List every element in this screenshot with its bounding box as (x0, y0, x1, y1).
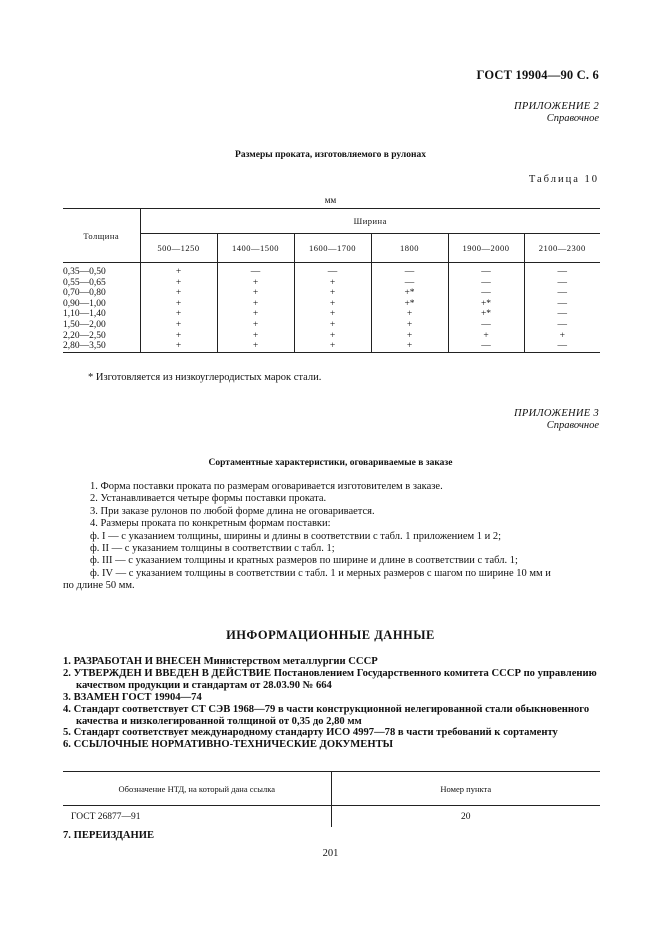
availability-cell: — (371, 278, 448, 289)
availability-cell: + (140, 299, 217, 310)
thickness-cell: 2,80—3,50 (63, 341, 140, 352)
availability-cell: — (524, 278, 600, 289)
info-item: 4. Стандарт соответствует СТ СЭВ 1968—79 в части конструкционной нелегированной стали обыкновенного качества и низколегированной толщиной от 0,35 до 2,80 мм (63, 703, 590, 727)
ref-doc-cell: ГОСТ 26877—91 (71, 811, 141, 822)
section-title-order: Сортаментные характеристики, оговариваемые в заказе (208, 458, 453, 468)
width-column-header: 1900—2000 (448, 234, 524, 263)
availability-cell: + (140, 309, 217, 320)
table-row (63, 320, 600, 331)
availability-cell: + (140, 263, 217, 278)
info-item: 6. ССЫЛОЧНЫЕ НОРМАТИВНО-ТЕХНИЧЕСКИЕ ДОКУМЕНТЫ (63, 739, 394, 751)
page-number: 201 (322, 848, 339, 859)
availability-cell: — (524, 320, 600, 331)
info-item: 2. УТВЕРЖДЕН И ВВЕДЕН В ДЕЙСТВИЕ Постановлением Государственного комитета СССР по управлению качеством продукции и стандартам от 28.03.90 № 664 (63, 667, 597, 691)
availability-cell: + (217, 309, 294, 320)
width-column-header: 1800 (371, 234, 448, 263)
appendix-2-subtitle: Справочное (546, 113, 599, 124)
availability-cell: + (294, 320, 371, 331)
availability-cell: + (294, 309, 371, 320)
availability-cell: + (294, 288, 371, 299)
order-characteristics-list (63, 481, 600, 593)
list-item: 3. При заказе рулонов по любой форме длина не оговаривается. (90, 505, 375, 517)
table-row (63, 288, 600, 299)
availability-cell: + (371, 309, 448, 320)
list-item: по длине 50 мм. (63, 580, 135, 592)
availability-cell: + (217, 299, 294, 310)
availability-cell: — (524, 263, 600, 278)
list-item: 2. Устанавливается четыре формы поставки проката. (90, 493, 327, 505)
table-label: Таблица 10 (528, 174, 599, 185)
width-header: Ширина (140, 209, 600, 234)
info-title: ИНФОРМАЦИОННЫЕ ДАННЫЕ (226, 628, 435, 642)
ref-item-cell: 20 (331, 806, 600, 828)
availability-cell: + (294, 331, 371, 342)
availability-cell: + (524, 331, 600, 342)
thickness-cell: 0,35—0,50 (63, 267, 106, 277)
availability-cell: — (448, 288, 524, 299)
list-item: ф. I — с указанием толщины, ширины и длины в соответствии с табл. 1 приложением 1 и 2; (90, 530, 502, 542)
ref-doc-header: Обозначение НТД, на который дана ссылка (63, 772, 331, 806)
availability-cell: — (448, 341, 524, 352)
width-column-header: 1400—1500 (217, 234, 294, 263)
appendix-3-subtitle: Справочное (546, 420, 599, 431)
unit-label: мм (324, 195, 337, 205)
section-title-rolls: Размеры проката, изготовляемого в рулонах (235, 150, 426, 160)
availability-cell: + (140, 278, 217, 289)
availability-cell: — (524, 288, 600, 299)
ref-item-header: Номер пункта (331, 772, 600, 806)
table-row (63, 309, 600, 320)
list-item: ф. II — с указанием толщины в соответствии с табл. 1; (90, 543, 335, 555)
availability-cell: + (294, 299, 371, 310)
table-row (63, 341, 600, 352)
table-row (63, 278, 600, 289)
availability-cell: + (448, 331, 524, 342)
width-column-header: 1600—1700 (294, 234, 371, 263)
thickness-header: Толщина (63, 209, 140, 263)
availability-cell: — (294, 263, 371, 278)
availability-cell: + (140, 341, 217, 352)
reference-documents-table (63, 771, 600, 827)
thickness-cell: 2,20—2,50 (63, 330, 106, 341)
width-column-header: 500—1250 (140, 234, 217, 263)
width-column-header: 2100—2300 (524, 234, 600, 263)
appendix-3-title: ПРИЛОЖЕНИЕ 3 (514, 408, 599, 419)
availability-cell: — (217, 263, 294, 278)
reissue-label: 7. ПЕРЕИЗДАНИЕ (63, 830, 155, 841)
availability-cell: +* (448, 309, 524, 320)
availability-cell: — (524, 299, 600, 310)
availability-cell: + (217, 320, 294, 331)
availability-cell: + (217, 278, 294, 289)
table-row (63, 299, 600, 310)
info-list (63, 656, 603, 751)
availability-cell: + (140, 331, 217, 342)
availability-cell: — (371, 263, 448, 278)
availability-cell: +* (448, 299, 524, 310)
thickness-cell: 0,70—0,80 (63, 288, 106, 299)
sizes-table (63, 208, 600, 353)
availability-cell: + (217, 288, 294, 299)
availability-cell: + (294, 278, 371, 289)
thickness-cell: 1,50—2,00 (63, 319, 106, 330)
list-item: ф. III — с указанием толщины и кратных размеров по ширине и длине в соответствии с табл. 1; (90, 555, 518, 567)
appendix-2-label (514, 101, 599, 125)
availability-cell: +* (371, 299, 448, 310)
availability-cell: — (448, 263, 524, 278)
thickness-cell: 0,55—0,65 (63, 277, 106, 288)
table-footnote: * Изготовляется из низкоуглеродистых марок стали. (88, 372, 322, 383)
table-row (63, 263, 600, 278)
info-item: 3. ВЗАМЕН ГОСТ 19904—74 (63, 691, 202, 703)
info-item: 1. РАЗРАБОТАН И ВНЕСЕН Министерством металлургии СССР (63, 656, 378, 667)
availability-cell: — (448, 278, 524, 289)
list-item: ф. IV — с указанием толщины в соответствии с табл. 1 и мерных размеров с шагом по ширине 10 мм и (90, 567, 551, 579)
table-row (63, 331, 600, 342)
availability-cell: + (217, 331, 294, 342)
list-item: 1. Форма поставки проката по размерам оговаривается изготовителем в заказе. (90, 481, 443, 492)
thickness-cell: 1,10—1,40 (63, 309, 106, 320)
availability-cell: + (140, 320, 217, 331)
thickness-cell: 0,90—1,00 (63, 298, 106, 309)
info-item: 5. Стандарт соответствует международному стандарту ИСО 4997—78 в части требований к сортаменту (63, 727, 558, 739)
availability-cell: +* (371, 288, 448, 299)
availability-cell: + (217, 341, 294, 352)
availability-cell: + (371, 341, 448, 352)
availability-cell: — (524, 341, 600, 352)
availability-cell: + (294, 341, 371, 352)
availability-cell: — (448, 320, 524, 331)
availability-cell: + (371, 320, 448, 331)
availability-cell: — (524, 309, 600, 320)
availability-cell: + (371, 331, 448, 342)
appendix-3-label (514, 408, 599, 432)
appendix-2-title: ПРИЛОЖЕНИЕ 2 (514, 101, 599, 112)
page-header: ГОСТ 19904—90 С. 6 (476, 68, 599, 82)
availability-cell: + (140, 288, 217, 299)
list-item: 4. Размеры проката по конкретным формам поставки: (90, 518, 331, 530)
